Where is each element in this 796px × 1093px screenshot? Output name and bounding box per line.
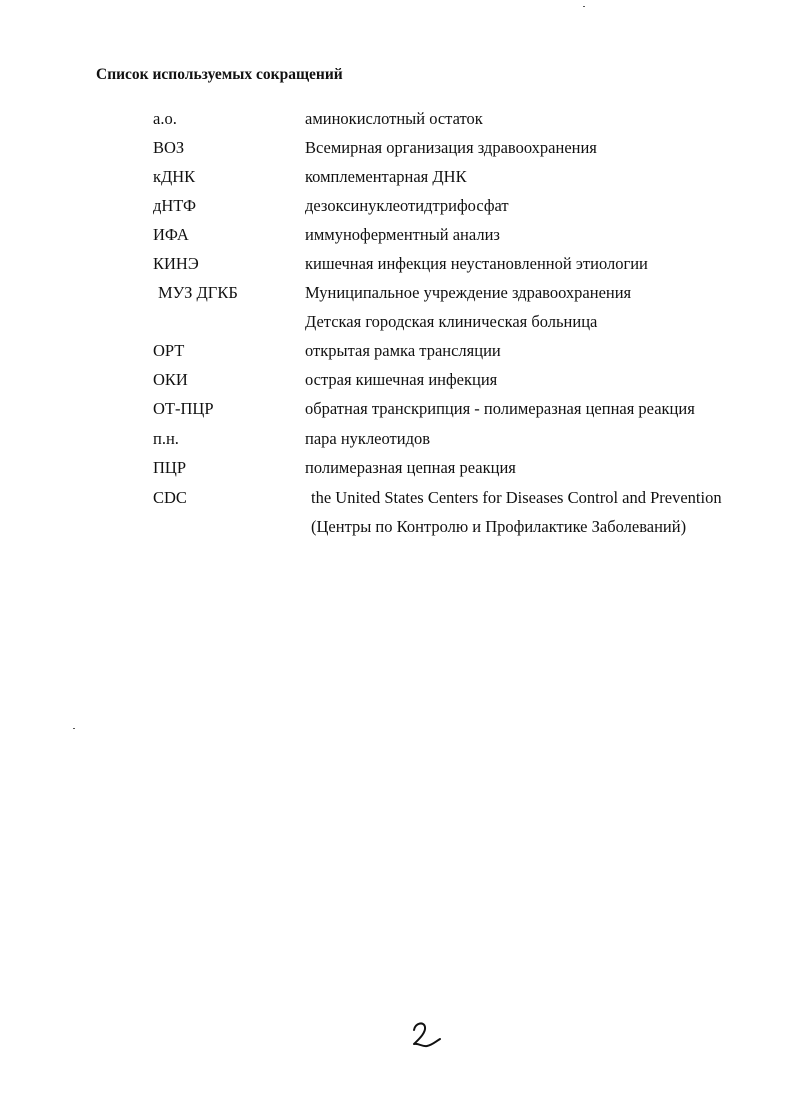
list-item	[0, 427, 796, 451]
list-item	[0, 368, 796, 392]
handwritten-page-number	[410, 1018, 444, 1052]
abbreviation-definition: аминокислотный остаток	[305, 109, 483, 128]
abbreviation-term: кДНК	[153, 167, 196, 186]
list-item	[0, 339, 796, 363]
abbreviation-definition: комплементарная ДНК	[305, 167, 467, 186]
abbreviation-term: CDC	[153, 488, 187, 507]
list-item	[0, 456, 796, 480]
abbreviation-term: ПЦР	[153, 458, 187, 477]
scan-speck	[583, 6, 585, 7]
list-item	[0, 223, 796, 247]
abbreviation-term: ОТ-ПЦР	[153, 399, 214, 418]
abbreviation-definition: открытая рамка трансляции	[305, 341, 501, 360]
handwritten-two-glyph	[410, 1018, 444, 1052]
abbreviation-term: дНТФ	[153, 196, 197, 215]
abbreviation-definition: дезоксинуклеотидтрифосфат	[305, 196, 509, 215]
abbreviation-definition: обратная транскрипция - полимеразная цепная реакция	[305, 399, 695, 418]
abbreviation-term: МУЗ ДГКБ	[158, 283, 238, 302]
scan-speck	[73, 728, 75, 729]
list-item	[0, 194, 796, 218]
abbreviation-term: а.о.	[153, 109, 177, 128]
abbreviation-term: ОКИ	[153, 370, 188, 389]
abbreviation-definition: полимеразная цепная реакция	[305, 458, 516, 477]
abbreviation-term: п.н.	[153, 429, 179, 448]
list-item	[0, 515, 796, 539]
list-item	[0, 252, 796, 276]
abbreviation-term: ОРТ	[153, 341, 185, 360]
list-item	[0, 281, 796, 305]
abbreviation-definition: острая кишечная инфекция	[305, 370, 498, 389]
abbreviation-definition: Всемирная организация здравоохранения	[305, 138, 597, 157]
abbreviation-definition: Муниципальное учреждение здравоохранения	[305, 283, 632, 302]
abbreviation-definition: иммуноферментный анализ	[305, 225, 500, 244]
page-title: Список используемых сокращений	[96, 66, 343, 83]
list-item	[0, 486, 796, 510]
list-item	[0, 107, 796, 131]
list-item	[0, 165, 796, 189]
abbreviation-definition: Детская городская клиническая больница	[305, 312, 598, 331]
list-item	[0, 310, 796, 334]
abbreviation-definition: пара нуклеотидов	[305, 429, 431, 448]
abbreviation-definition: the United States Centers for Diseases Control and Prevention	[311, 488, 722, 507]
list-item	[0, 136, 796, 160]
abbreviation-definition: кишечная инфекция неустановленной этиологии	[305, 254, 648, 273]
list-item	[0, 397, 796, 421]
abbreviation-term: ВОЗ	[153, 138, 185, 157]
abbreviation-definition: (Центры по Контролю и Профилактике Заболеваний)	[311, 517, 687, 536]
abbreviation-term: ИФА	[153, 225, 189, 244]
abbreviation-term: КИНЭ	[153, 254, 199, 273]
